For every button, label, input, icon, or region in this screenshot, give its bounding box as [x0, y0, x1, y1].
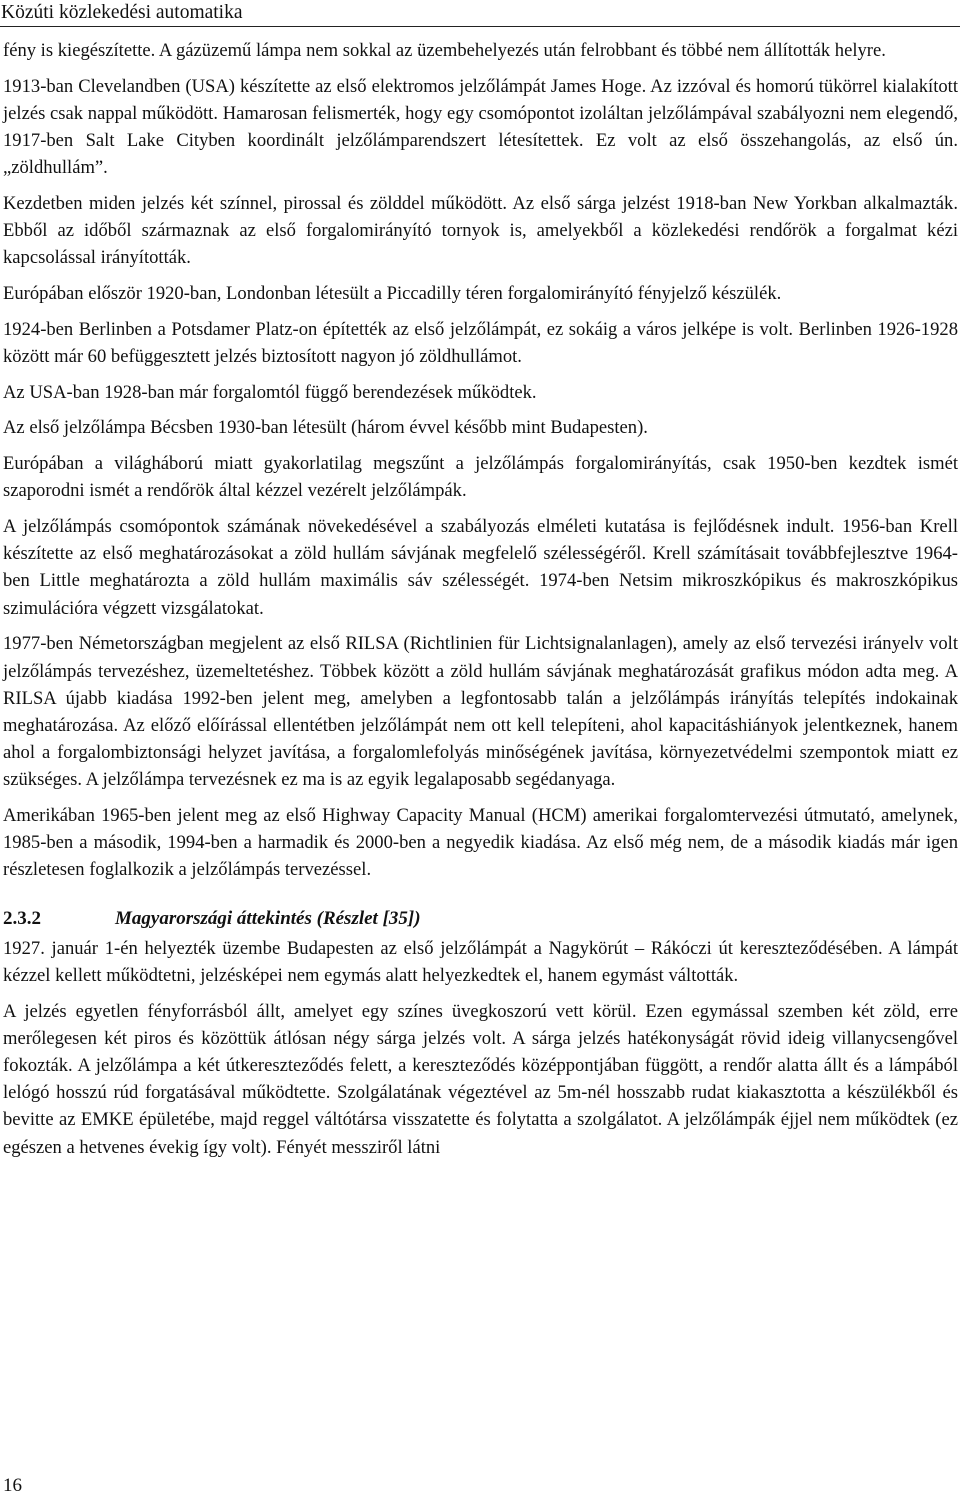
running-header: Közúti közlekedési automatika: [0, 2, 960, 27]
paragraph: 1977-ben Németországban megjelent az első RILSA (Richtlinien für Lichtsignalanlagen), amely az első tervezési irányelv volt jelzőlámpás tervezéshez, üzemeltetéshez. Többek között a zöld hullám sávjának meghatározását grafikus módon adta meg. A RILSA újabb kiadása 1992-ben jelent meg, amelyben a legfontosabb talán a jelzőlámpás irányítás telepítés indokainak meghatározása. Az előző előírással ellentétben jelzőlámpát nem ott kell telepíteni, ahol kapacitáshiányok jelentkeznek, hanem ahol a forgalombiztonsági helyzet javítása, a forgalomlefolyás minőségének javítása, környezetvédelmi szempontok miatt ez szükséges. A jelzőlámpa tervezésnek ez ma is az egyik legalaposabb segédanyaga.: [3, 633, 958, 791]
section-heading: [3, 903, 958, 935]
paragraph: 1924-ben Berlinben a Potsdamer Platz-on építették az első jelzőlámpát, ez sokáig a város jelképe is volt. Berlinben 1926-1928 között már 60 befüggesztett jelzés biztosított nagyon jó zöldhullámot.: [3, 318, 958, 368]
paragraph: A jelzés egyetlen fényforrásból állt, amelyet egy színes üvegkoszorú vett körül. Ezen egymással szemben két zöld, erre merőlegesen két piros és közöttük átlósan négy sárga jelzés volt. A sárga jelzés hatékonyságát rövid ideig villanycsengővel fokozták. A jelzőlámpa a két útkereszteződés felett, a kereszteződés középpontjában függött, a rendőr alatta állt és a lámpából lelógó hosszú rúd forgatásával működtette. Szolgálatának végeztével az 5m-nél hosszabb rudat kiakasztotta a készülékből és bevitte az EMKE épületébe, majd reggel váltótársa visszatette és folytatta a szolgálatot. A jelzőlámpák éjjel nem működtek (ez egészen a hetvenes évekig így volt). Fényét messziről látni: [3, 1000, 958, 1158]
paragraph: Amerikában 1965-ben jelent meg az első Highway Capacity Manual (HCM) amerikai forgalomtervezési útmutató, amelynek, 1985-ben a második, 1994-ben a harmadik és 2000-ben a negyedik kiadása. Az első még nem, de a második kiadás már igen részletesen foglalkozik a jelzőlámpás tervezéssel.: [3, 805, 958, 881]
paragraph: fény is kiegészítette. A gázüzemű lámpa nem sokkal az üzembehelyezés után felrobbant és többé nem állították helyre.: [3, 40, 886, 61]
paragraph: 1913-ban Clevelandben (USA) készítette az első elektromos jelzőlámpát James Hoge. Az izzóval és homorú tükörrel kialakított jelzés csak nappal működött. Hamarosan felismerték, hogy egy csomópontot izoláltan jelzőlámpával szabályozni nem elegendő, 1917-ben Salt Lake Cityben koordinált jelzőlámparendszert létesítettek. Ez volt az első összehangolás, az első ún. „zöldhullám”.: [3, 75, 958, 179]
section-number: 2.3.2: [3, 907, 41, 929]
paragraph: 1927. január 1-én helyezték üzembe Budapesten az első jelzőlámpát a Nagykörút – Rákóczi út kereszteződésében. A lámpát kézzel kellett működtetni, jelzésképei nem egymás alatt helyezkedtek el, hanem egymást váltották.: [3, 937, 958, 986]
paragraph: Az USA-ban 1928-ban már forgalomtól függő berendezések működtek.: [3, 381, 537, 403]
paragraph: Kezdetben miden jelzés két színnel, pirossal és zölddel működött. Az első sárga jelzést 1918-ban New Yorkban alkalmazták. Ebből az időből származnak az első forgalomirányító tornyok is, amelyekből a közlekedési rendőrök a forgalmat kézi kapcsolással irányították.: [3, 193, 958, 269]
page-number: 16: [3, 1475, 22, 1496]
paragraph: Az első jelzőlámpa Bécsben 1930-ban létesült (három évvel később mint Budapesten).: [3, 417, 648, 439]
paragraph: Európában a világháború miatt gyakorlatilag megszűnt a jelzőlámpás forgalomirányítás, csak 1950-ben kezdtek ismét szaporodni ismét a rendőrök által kézzel vezérelt jelzőlámpák.: [3, 453, 958, 502]
section-title: Magyarországi áttekintés (Részlet [35]): [115, 907, 421, 929]
paragraph: Európában először 1920-ban, Londonban létesült a Piccadilly téren forgalomirányító fényjelző készülék.: [3, 283, 782, 305]
paragraph: A jelzőlámpás csomópontok számának növekedésével a szabályozás elméleti kutatása is fejlődésnek indult. 1956-ban Krell készítette az első meghatározásokat a zöld hullám sávjának megfelelő szélességéről. Krell számításait továbbfejlesztve 1964-ben Little meghatározta a zöld hullám maximális sáv szélességét. 1974-ben Netsim mikroszkópikus és makroszkópikus szimulációra végzett vizsgálatokat.: [3, 516, 958, 619]
body-text: [3, 37, 958, 1169]
